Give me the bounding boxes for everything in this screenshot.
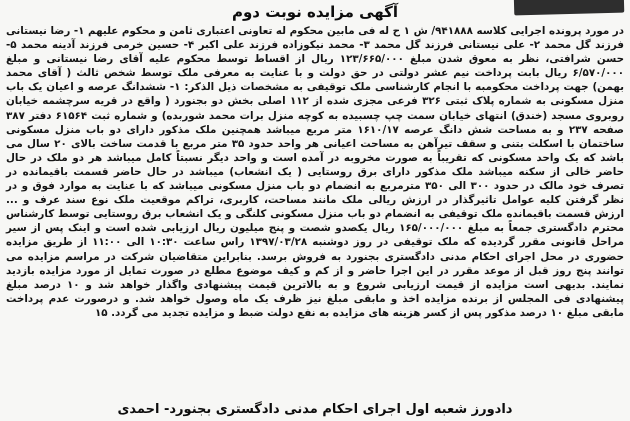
- notice-body: در مورد پرونده اجرایی کلاسه ۹۴۱۸۸۸/ ش ۱ ح له فی مابین محکوم له تعاونی اعتباری ثامن و محکوم علیهم ۱- رضا نیستانی فرزند گل محمد ۲- علی نیستانی فرزند گل محمد ۳- محمد نیکوزاده فرزند علی اکبر ۴- حسین خرمی فرزند آدینه محمد ۵- حسن شرافتی، نظر به معوق شدن مبلغ ۱۲۳/۶۶۵/۰۰۰ ریال از اقساط توسط محکوم علیه آقای رضا نیستانی و مبلغ ۶/۵۷۰/۰۰۰ ریال بابت پرداخت نیم عشر دولتی در حق دولت و با عنایت به معرفی ملک توسط شخص ثالث ( آقای محمد بهمن) جهت پرداخت محکومبه با انجام کارشناسی ملک توقیفی به مشخصات ذیل الذکر: ۱- ششدانگ عرصه و اعیان یک باب منزل مسکونی به شماره پلاک ثبتی ۳۲۶ فرعی مجزی شده از ۱۱۲ اصلی بخش دو بجنورد ( واقع در قریه سرچشمه خیابان روبروی مسجد (خندق) انتهای خیابان سمت چپ چسبیده به کوچه منزل برات محمد شوربده) و شماره ثبت ۶۱۵۶۴ دفتر ۳۸۷ صفحه ۲۳۷ و به مساحت شش دانگ عرصه ۱۶۱۰/۱۷ متر مربع میباشد همچنین ملک مذکور دارای دو باب منزل مسکونی ساختمان با اسکلت بتنی و سقف تیرآهن به مساحت اعیانی هر واحد حدود ۳۵ متر مربع با قدمت ساخت بالای ۲۰ سال می باشد که یک واحد مسکونی که تقریباً به صورت مخروبه در آمده است و واحد دیگر نسبتاً کامل میباشد هر دو ملک در حال حاضر خالی از سکنه میباشد ملک مذکور دارای برق روستایی ( یک انشعاب) میباشد در حال حاضر قسمت باقیمانده در تصرف خود مالک در حدود ۳۰۰ الی ۳۵۰ مترمربع به انضمام دو باب منزل مسکونی میباشد که با عنایت به موارد فوق و در نظر گرفتن کلیه عوامل تاثیرگذار در ارزش ریالی ملک مانند مساحت، کاربری، تراکم موقعیت ملک نوع سند عرف و ... ارزش قسمت باقیمانده ملک توقیفی به انضمام دو باب منزل مسکونی کلنگی و یک انشعاب برق روستایی توسط کارشناس محترم دادگستری جمعاً به مبلغ ۱۶۵/۰۰۰/۰۰۰ ریال یکصدو شصت و پنج میلیون ریال ارزیابی شده است و اینک پس از سیر مراحل قانونی مقرر گردیده که ملک توقیفی در روز دوشنبه ۱۳۹۷/۰۳/۲۸ راس ساعت ۱۰:۳۰ الی ۱۱:۰۰ از طریق مزایده حضوری در محل اجرای احکام مدنی دادگستری بجنورد به فروش برسد. بنابراین متقاضیان شرکت در مراسم مزایده می توانند پنج روز قبل از موعد مقرر در این اجرا حاضر و از کم و کیف موضوع مطلع در صورت تمایل از مورد مزایده بازدید نمایند. بدیهی است مزایده از قیمت ارزیابی شروع و به بالاترین قیمت پیشنهادی واگذار خواهد شد و ۱۰ درصد مبلغ پیشنهادی فی المجلس از برنده مزایده اخذ و مابقی مبلغ نیز ظرف یک ماه وصول خواهد شد. و درصورت عدم پرداخت مابقی مبلغ ۱۰ درصد مذکور پس از کسر هزینه های مزایده به نفع دولت ضبط و مزایده تجدید می گردد. ۱۵: [6, 25, 625, 319]
- notice-signature: دادورز شعبه اول اجرای احکام مدنی دادگستری بجنورد- احمدی: [117, 402, 513, 417]
- notice-title: آگهی مزایده نوبت دوم: [231, 3, 399, 21]
